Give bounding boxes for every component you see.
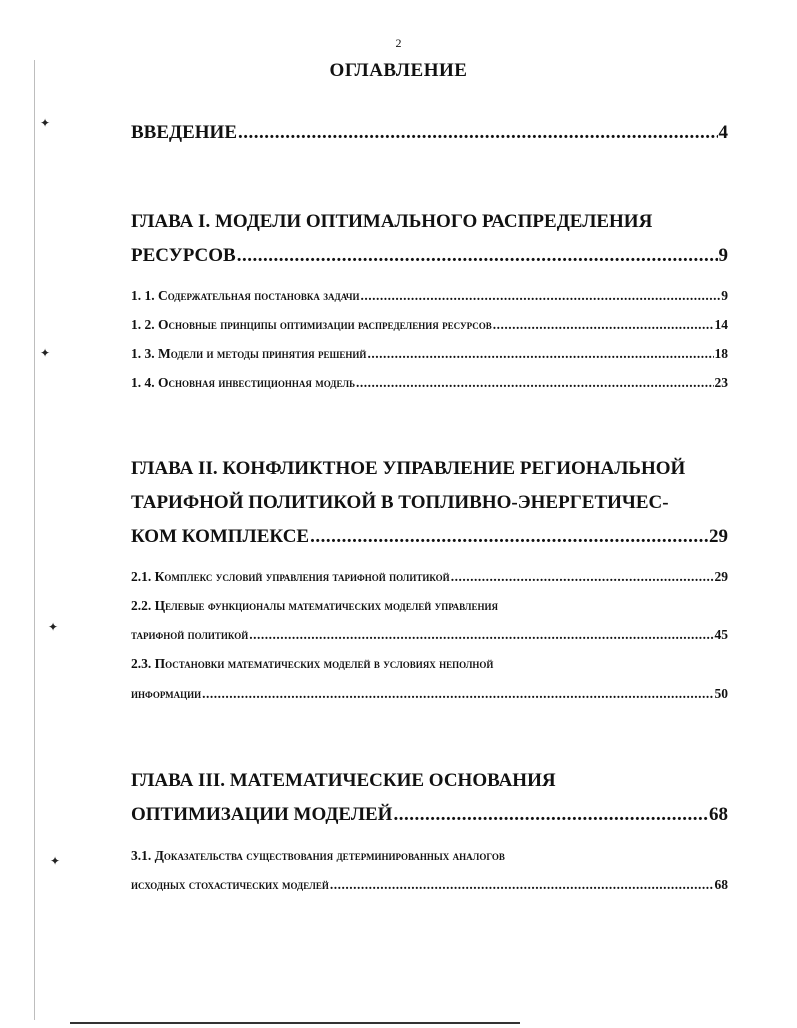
- toc-page-number: 23: [714, 375, 728, 390]
- dot-leader: [330, 877, 714, 893]
- toc-entry-section-2-3[interactable]: [131, 686, 728, 702]
- toc-entry-section-1-1[interactable]: [131, 288, 728, 304]
- toc-entry-label: 2.1. Комплекс условий управления тарифной политикой: [131, 569, 450, 584]
- left-margin-rule: [34, 60, 35, 1020]
- toc-page-number: 29: [714, 569, 728, 584]
- scan-mark: ✦: [50, 854, 61, 868]
- toc-page-number: 4: [718, 122, 728, 143]
- toc-page-number: 68: [714, 877, 728, 892]
- dot-leader: [238, 122, 718, 144]
- toc-entry-label: 1. 3. Модели и методы принятия решений: [131, 346, 367, 361]
- toc-entry-label: тарифной политикой: [131, 627, 249, 642]
- toc-page-number: 9: [721, 288, 728, 303]
- toc-section-2-2-title: 2.2. Целевые функционалы математических моделей управления: [131, 598, 498, 613]
- dot-leader: [451, 569, 714, 585]
- dot-leader: [393, 804, 708, 826]
- toc-section-3-1-title: 3.1. Доказательства существования детерминированных аналогов: [131, 848, 505, 863]
- toc-page-number: 18: [714, 346, 728, 361]
- dot-leader: [367, 346, 713, 362]
- chapter-3-heading: ГЛАВА III. МАТЕМАТИЧЕСКИЕ ОСНОВАНИЯ: [131, 770, 556, 791]
- toc-entry-section-1-4[interactable]: [131, 375, 728, 391]
- dot-leader: [202, 686, 713, 702]
- dot-leader: [310, 526, 708, 548]
- toc-entry-label: 1. 2. Основные принципы оптимизации распределения ресурсов: [131, 317, 492, 332]
- toc-entry-label: исходных стохастических моделей: [131, 877, 329, 892]
- toc-entry-chapter-3[interactable]: [131, 804, 728, 826]
- toc-entry-label: РЕСУРСОВ: [131, 245, 236, 266]
- bottom-scan-rule: [70, 1022, 520, 1024]
- dot-leader: [249, 627, 713, 643]
- toc-section-2-3-title: 2.3. Постановки математических моделей в условиях неполной: [131, 656, 494, 671]
- toc-page-number: 45: [714, 627, 728, 642]
- scan-mark: ✦: [40, 346, 51, 360]
- page-number: 2: [395, 36, 402, 50]
- scan-mark: ✦: [48, 620, 59, 634]
- page-title: ОГЛАВЛЕНИЕ: [329, 60, 468, 81]
- toc-entry-section-3-1[interactable]: [131, 877, 728, 893]
- toc-entry-label: информации: [131, 686, 202, 701]
- toc-entry-label: КОМ КОМПЛЕКСЕ: [131, 526, 310, 547]
- toc-entry-label: 1. 1. Содержательная постановка задачи: [131, 288, 360, 303]
- dot-leader: [356, 375, 713, 391]
- dot-leader: [360, 288, 720, 304]
- toc-entry-label: 1. 4. Основная инвестиционная модель: [131, 375, 356, 390]
- toc-entry-chapter-2[interactable]: [131, 526, 728, 548]
- toc-entry-introduction[interactable]: [131, 122, 728, 144]
- toc-page-number: 9: [718, 245, 728, 266]
- chapter-2-heading-line-2: ТАРИФНОЙ ПОЛИТИКОЙ В ТОПЛИВНО-ЭНЕРГЕТИЧЕС-: [131, 492, 669, 513]
- toc-entry-section-1-3[interactable]: [131, 346, 728, 362]
- toc-page-number: 14: [714, 317, 728, 332]
- toc-entry-section-1-2[interactable]: [131, 317, 728, 333]
- toc-page-number: 50: [714, 686, 728, 701]
- toc-page-number: 68: [709, 804, 728, 825]
- toc-entry-chapter-1[interactable]: [131, 245, 728, 267]
- dot-leader: [493, 317, 714, 333]
- toc-entry-section-2-1[interactable]: [131, 569, 728, 585]
- toc-entry-section-2-2[interactable]: [131, 627, 728, 643]
- toc-page-number: 29: [709, 526, 728, 547]
- chapter-2-heading: ГЛАВА II. КОНФЛИКТНОЕ УПРАВЛЕНИЕ РЕГИОНАЛЬНОЙ: [131, 458, 686, 479]
- dot-leader: [237, 245, 718, 267]
- toc-entry-label: ОПТИМИЗАЦИИ МОДЕЛЕЙ: [131, 804, 393, 825]
- scan-mark: ✦: [40, 116, 51, 130]
- chapter-1-heading: ГЛАВА I. МОДЕЛИ ОПТИМАЛЬНОГО РАСПРЕДЕЛЕНИЯ: [131, 211, 653, 232]
- toc-entry-label: ВВЕДЕНИЕ: [131, 122, 237, 143]
